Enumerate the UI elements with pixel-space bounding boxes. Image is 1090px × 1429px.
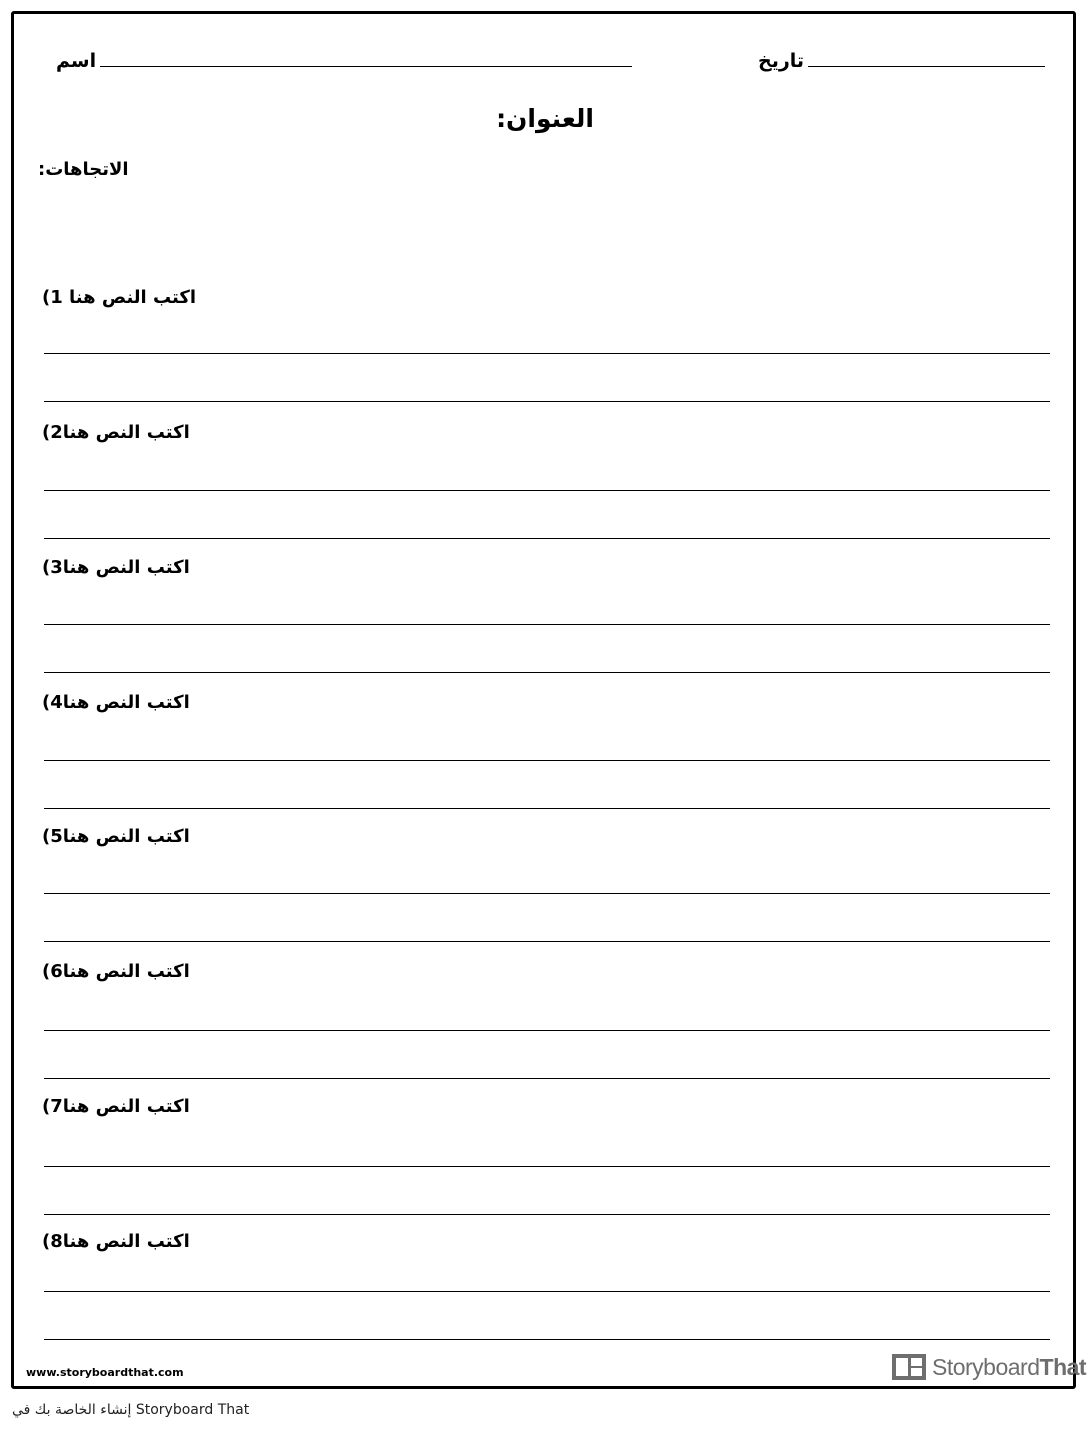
logo-text-bold: That: [1039, 1353, 1087, 1380]
logo-text: [932, 1354, 1086, 1381]
answer-line-3b[interactable]: [44, 672, 1050, 673]
question-4-label: اكتب النص هنا4): [42, 692, 190, 713]
answer-line-1b[interactable]: [44, 401, 1050, 402]
answer-line-7a[interactable]: [44, 1166, 1050, 1167]
answer-line-1a[interactable]: [44, 353, 1050, 354]
answer-line-7b[interactable]: [44, 1214, 1050, 1215]
answer-line-4b[interactable]: [44, 808, 1050, 809]
question-6-label: اكتب النص هنا6): [42, 961, 190, 982]
question-1-label: اكتب النص هنا 1): [42, 287, 197, 308]
footer-url[interactable]: www.storyboardthat.com: [26, 1366, 184, 1379]
question-3-label: اكتب النص هنا3): [42, 557, 190, 578]
answer-line-2b[interactable]: [44, 538, 1050, 539]
answer-line-5b[interactable]: [44, 941, 1050, 942]
answer-line-4a[interactable]: [44, 760, 1050, 761]
question-5-label: اكتب النص هنا5): [42, 826, 190, 847]
date-field-line[interactable]: [808, 66, 1045, 67]
question-2-label: اكتب النص هنا2): [42, 422, 190, 443]
answer-line-3a[interactable]: [44, 624, 1050, 625]
name-label: اسم: [56, 50, 97, 72]
answer-line-5a[interactable]: [44, 893, 1050, 894]
answer-line-6b[interactable]: [44, 1078, 1050, 1079]
worksheet-title: العنوان:: [496, 104, 594, 133]
date-label: تاريخ: [758, 50, 805, 72]
question-7-label: اكتب النص هنا7): [42, 1096, 190, 1117]
storyboard-panels-icon: [892, 1354, 926, 1380]
question-8-label: اكتب النص هنا8): [42, 1231, 190, 1252]
answer-line-8a[interactable]: [44, 1291, 1050, 1292]
answer-line-6a[interactable]: [44, 1030, 1050, 1031]
logo-text-regular: Storyboard: [932, 1353, 1040, 1380]
answer-line-2a[interactable]: [44, 490, 1050, 491]
directions-label: الاتجاهات:: [38, 159, 129, 180]
name-field-line[interactable]: [100, 66, 632, 67]
storyboardthat-logo[interactable]: [892, 1352, 1086, 1382]
create-your-own-caption[interactable]: إنشاء الخاصة بك في Storyboard That: [12, 1402, 250, 1418]
answer-line-8b[interactable]: [44, 1339, 1050, 1340]
